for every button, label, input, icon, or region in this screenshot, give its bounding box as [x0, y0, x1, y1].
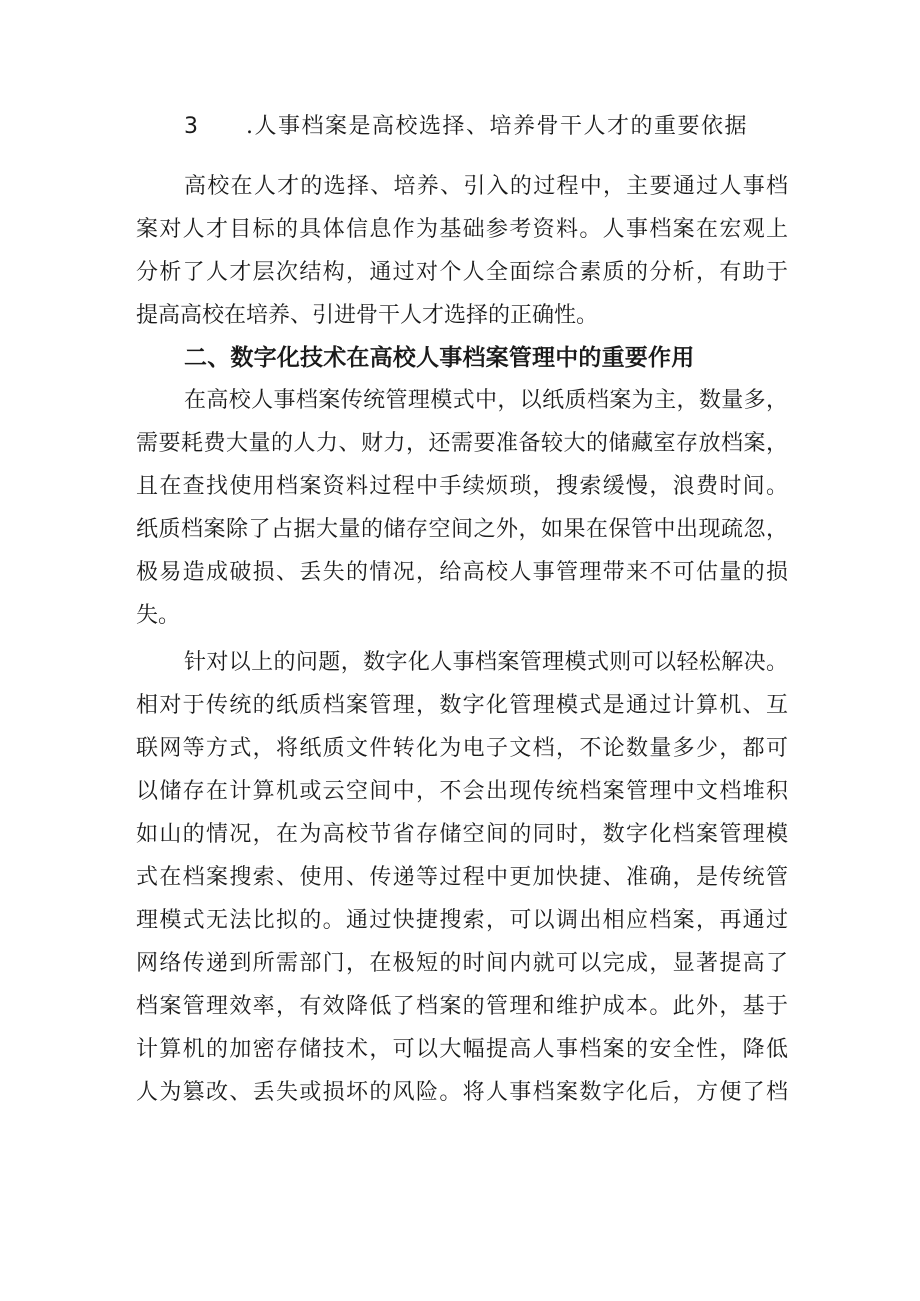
paragraph-line: 在高校人事档案传统管理模式中，以纸质档案为主，数量多，: [184, 388, 788, 413]
paragraph-line: 分析了人才层次结构，通过对个人全面综合素质的分析，有助于: [136, 260, 788, 285]
subheading-number: 3: [184, 114, 200, 139]
paragraph-line: 针对以上的问题，数字化人事档案管理模式则可以轻松解决。: [184, 650, 788, 675]
paragraph-line: 如山的情况，在为高校节省存储空间的同时，数字化档案管理模: [136, 822, 788, 847]
paragraph-line: 案对人才目标的具体信息作为基础参考资料。人事档案在宏观上: [136, 217, 788, 242]
paragraph-line: 联网等方式，将纸质文件转化为电子文档，不论数量多少，都可: [136, 736, 788, 761]
section-heading: 二、数字化技术在高校人事档案管理中的重要作用: [184, 345, 695, 371]
paragraph-line: 相对于传统的纸质档案管理，数字化管理模式是通过计算机、互: [136, 693, 788, 718]
paragraph-line: 纸质档案除了占据大量的储存空间之外，如果在保管中出现疏忽，: [136, 517, 788, 542]
paragraph-line: 人为篡改、丢失或损坏的风险。将人事档案数字化后，方便了档: [136, 1080, 788, 1105]
paragraph-line: 且在查找使用档案资料过程中手续烦琐，搜索缓慢，浪费时间。: [136, 474, 788, 499]
paragraph-line: 式在档案搜索、使用、传递等过程中更加快捷、准确，是传统管: [136, 865, 788, 890]
paragraph-line: 计算机的加密存储技术，可以大幅提高人事档案的安全性，降低: [136, 1037, 788, 1062]
paragraph-line: 需要耗费大量的人力、财力，还需要准备较大的储藏室存放档案，: [136, 431, 788, 456]
paragraph-line: 档案管理效率，有效降低了档案的管理和维护成本。此外，基于: [136, 994, 788, 1019]
paragraph-line: 以储存在计算机或云空间中，不会出现传统档案管理中文档堆积: [136, 779, 788, 804]
paragraph-line: 网络传递到所需部门，在极短的时间内就可以完成，显著提高了: [136, 951, 788, 976]
paragraph-line: 高校在人才的选择、培养、引入的过程中，主要通过人事档: [184, 174, 788, 199]
subheading-3: [184, 112, 748, 142]
paragraph-line: 提高高校在培养、引进骨干人才选择的正确性。: [136, 303, 599, 328]
paragraph-line: 理模式无法比拟的。通过快捷搜索，可以调出相应档案，再通过: [136, 908, 788, 933]
subheading-text: .人事档案是高校选择、培养骨干人才的重要依据: [246, 114, 748, 139]
paragraph-line: 失。: [136, 603, 181, 628]
paragraph-line: 极易造成破损、丢失的情况，给高校人事管理带来不可估量的损: [136, 560, 788, 585]
